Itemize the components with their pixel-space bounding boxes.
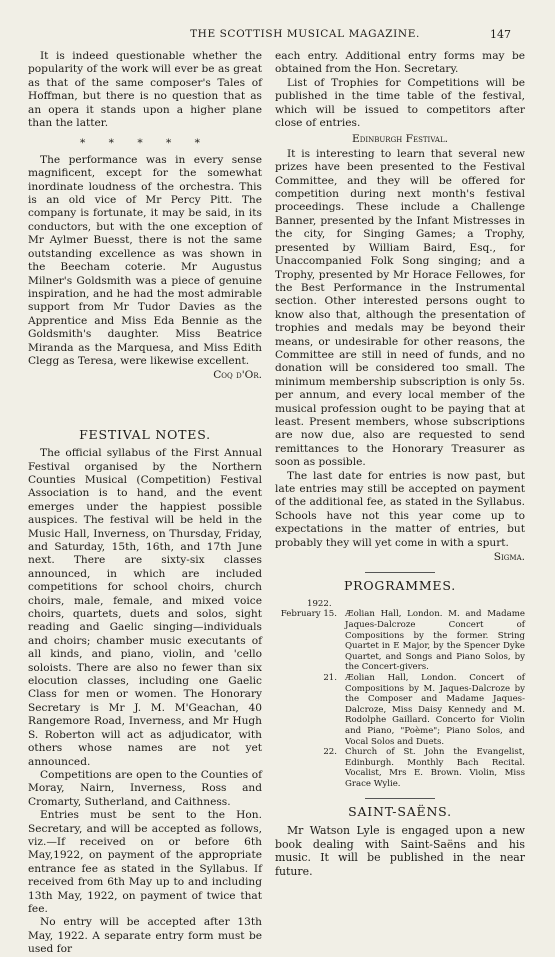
running-header: THE SCOTTISH MUSICAL MAGAZINE.: [190, 28, 420, 40]
signature-coq-dor: Coq d'Or.: [213, 369, 262, 382]
continued-paragraph-1: each entry. Additional entry forms may be obtained from the Hon. Secretary.: [275, 50, 525, 76]
saint-saens-paragraph: Mr Watson Lyle is engaged upon a new book dealing with Saint-Saëns and his music. It will be published in the near future.: [275, 823, 525, 878]
festival-paragraph-1: The official syllabus of the First Annual Festival organised by the Northern Counties Musical (Competition) Festival Association is to hand, and the event emerges under the happiest possible auspices. The festival will be held in the Music Hall, Inverness, on Thursday, Friday, and Saturday, 15th, 16th, and 17th June next. There are sixty-six classes announced, in which are included competitions for school choirs, church choirs, male, female, and mixed voice choirs, quartets, duets and solos, sight reading and Gaelic singing—individuals and choirs; chamber music executants of all kinds, and piano, violin, and 'cello soloists. There are also no fewer than six elocution classes, including one Gaelic Class for men or women. The Honorary Secretary is Mr J. M. M'Geachan, 40 Rangemore Road, Inverness, and Mr Hugh S. Roberton will act as adjudicator, with others whose names are not yet announced.: [28, 447, 262, 768]
festival-notes-title: FESTIVAL NOTES.: [79, 426, 211, 442]
programme-text: Church of St. John the Evangelist, Edinburgh. Monthly Bach Recital. Vocalist, Mrs E. Brown. Violin, Miss Grace Wylie.: [345, 747, 525, 789]
divider-rule: [365, 798, 435, 799]
programmes-list: [275, 599, 525, 790]
programme-text: Æolian Hall, London. M. and Madame Jaques-Dalcroze Concert of Compositions by the former. String Quartet in E Major, by the Spencer Dyke Quartet, and Songs and Piano Solos, by the Concert-givers.: [345, 609, 525, 673]
opera-paragraph-1: It is indeed questionable whether the popularity of the work will ever be as great as that of the same composer's Tales of Hoffman, but there is no question that as an opera it stands upon a higher plane than the latter.: [28, 50, 262, 130]
festival-paragraph-2: Competitions are open to the Counties of Moray, Nairn, Inverness, Ross and Cromarty, Sutherland, and Caithness.: [28, 768, 262, 808]
edinburgh-paragraph-2: The last date for entries is now past, but late entries may still be accepted on payment of the additional fee, as stated in the Syllabus. Schools have not this year come up to expectations in the matter of entries, but probably they will yet come in with a spurt.: [275, 469, 525, 549]
festival-paragraph-3: Entries must be sent to the Hon. Secretary, and will be accepted as follows, viz.—If received on or before 6th May,1922, on payment of the appropriate entrance fee as stated in the Syllabus. If received from 6th May up to and including 13th May, 1922, on payment of twice that fee.: [28, 809, 262, 915]
saint-saens-title: SAINT-SAËNS.: [348, 803, 452, 819]
page-number: 147: [490, 28, 511, 41]
programmes-year: 1922.: [307, 598, 332, 609]
divider-rule: [365, 572, 435, 573]
programme-date: 22.: [323, 747, 337, 758]
right-column: [275, 50, 525, 878]
list-item: [275, 673, 525, 747]
edinburgh-paragraph-1: It is interesting to learn that several new prizes have been presented to the Festival Committee, and they will be offered for competition during next month's festival proceedings. These include a Challenge Banner, presented by the Infant Mistresses in the city, for Singing Games; a Trophy, presented by William Baird, Esq., for Unaccompanied Folk Song singing; and a Trophy, presented by Mr Horace Fellowes, for the Best Performance in the Instrumental section. Other interested persons ought to know also that, although the presentation of trophies and medals may be beyond their means, or undesirable for other reasons, the Committee are still in need of funds, and no donation will be considered too small. The minimum membership subscription is only 5s. per annum, and every local member of the musical profession ought to be paying that at least. Present members, whose subscriptions are now due, also are requested to send remittances to the Honorary Treasurer as soon as possible.: [275, 147, 525, 469]
signature-sigma: Sigma.: [493, 551, 525, 564]
programmes-title: PROGRAMMES.: [343, 578, 457, 594]
opera-paragraph-2: The performance was in every sense magnificent, except for the somewhat inordinate loudness of the orchestra. This is an old vice of Mr Percy Pitt. The company is fortunate, it may be said, in its conductors, but with the one exception of Mr Aylmer Buesst, there is not the same outstanding excellence as was shown in the Beecham coterie. Mr Augustus Milner's Goldsmith was a piece of genuine inspiration, and he had the most admirable support from Mr Tudor Davies as the Apprentice and Miss Eda Bennie as the Goldsmith's daughter. Miss Beatrice Miranda as the Marquesa, and Miss Edith Clegg as Teresa, were likewise excellent.: [28, 153, 262, 367]
festival-paragraph-4: No entry will be accepted after 13th May, 1922. A separate entry form must be used for: [28, 916, 262, 956]
continued-paragraph-2: List of Trophies for Competitions will be published in the time table of the festival, which will be issued to competitors after close of entries.: [275, 76, 525, 130]
list-item: [275, 609, 525, 673]
programme-date: 21.: [323, 673, 337, 683]
edinburgh-festival-heading: Edinburgh Festival.: [352, 133, 448, 146]
left-column: [28, 50, 262, 957]
programme-text: Æolian Hall, London. Concert of Compositions by M. Jaques-Dalcroze by the Composer and Madame Jaques-Dalcroze, Miss Daisy Kennedy and M. Rodolphe Gaillard. Concerto for Violin and Piano, "Poème"; Piano Solos, and Vocal Solos and Duets.: [345, 673, 525, 747]
list-item: [275, 747, 525, 789]
section-break-stars: * * * * *: [80, 137, 210, 150]
programme-date: February 15.: [280, 609, 337, 620]
